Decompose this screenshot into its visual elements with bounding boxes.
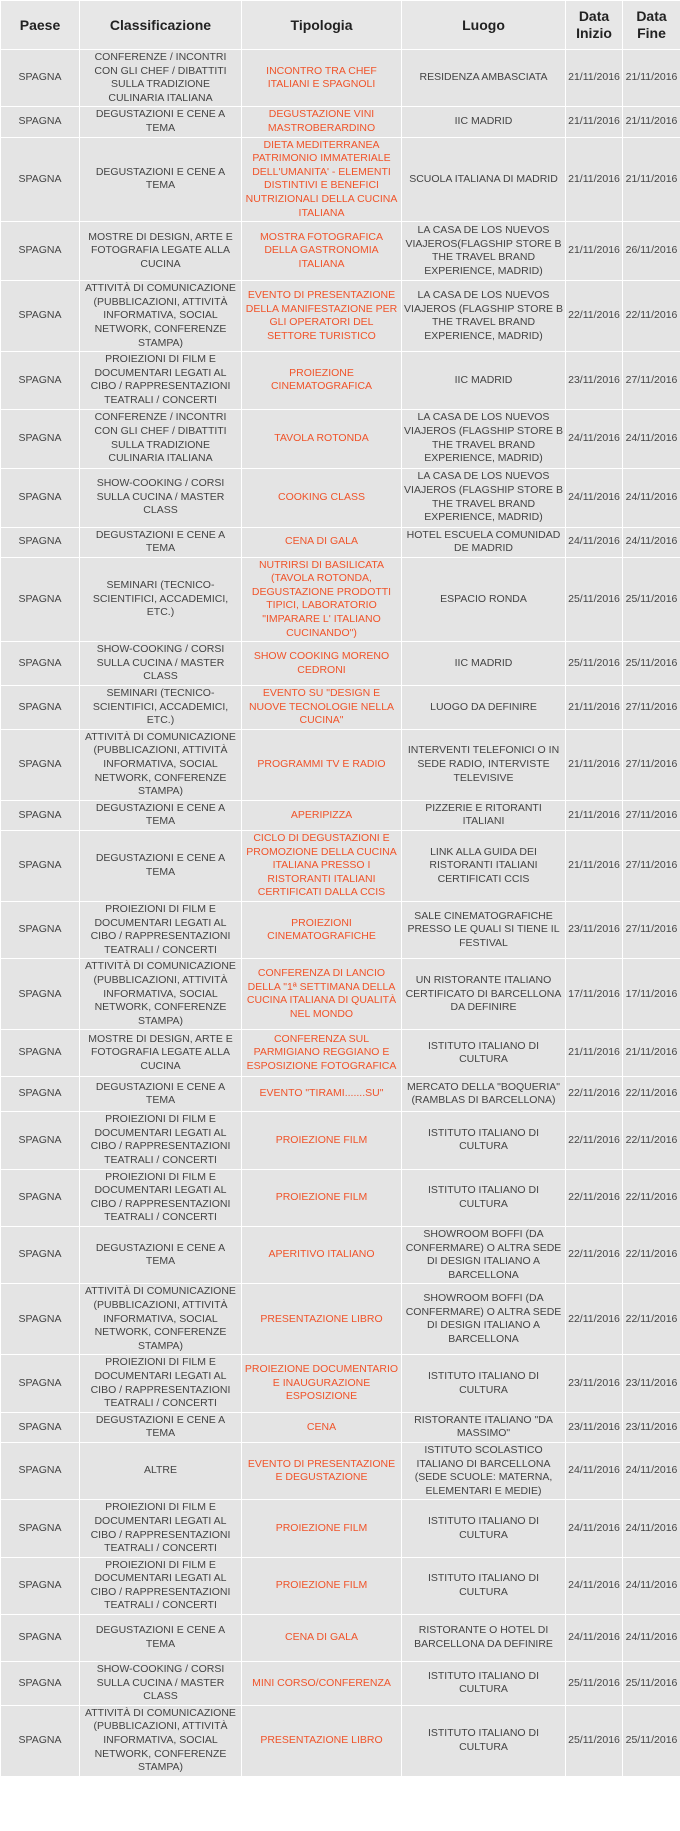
cell-tipologia [242, 1662, 402, 1706]
cell-paese: SPAGNA [1, 409, 80, 468]
tipologia-link[interactable]: SHOW COOKING MORENO CEDRONI [253, 650, 390, 676]
cell-paese: SPAGNA [1, 107, 80, 137]
cell-tipologia [242, 830, 402, 901]
cell-luogo: ISTITUTO ITALIANO DI CULTURA [402, 1705, 566, 1776]
cell-luogo: ISTITUTO ITALIANO DI CULTURA [402, 1662, 566, 1706]
cell-luogo: MERCATO DELLA "BOQUERIA" (RAMBLAS DI BARCELLONA) [402, 1077, 566, 1112]
cell-tipologia [242, 107, 402, 137]
cell-data-inizio: 24/11/2016 [566, 468, 623, 527]
tipologia-link[interactable]: MOSTRA FOTOGRAFICA DELLA GASTRONOMIA ITALIANA [260, 230, 383, 270]
cell-classificazione: SHOW-COOKING / CORSI SULLA CUCINA / MASTER CLASS [80, 468, 242, 527]
cell-tipologia [242, 50, 402, 107]
cell-data-fine: 24/11/2016 [623, 409, 680, 468]
cell-classificazione: MOSTRE DI DESIGN, ARTE E FOTOGRAFIA LEGATE ALLA CUCINA [80, 1030, 242, 1077]
cell-data-fine: 22/11/2016 [623, 1077, 680, 1112]
table-row [1, 642, 680, 686]
cell-tipologia [242, 137, 402, 222]
table-row [1, 1412, 680, 1442]
cell-luogo: LA CASA DE LOS NUEVOS VIAJEROS (FLAGSHIP STORE B THE TRAVEL BRAND EXPERIENCE, MADRID) [402, 281, 566, 352]
cell-classificazione: ATTIVITÀ DI COMUNICAZIONE (PUBBLICAZIONI, ATTIVITÀ INFORMATIVA, SOCIAL NETWORK, CONFERENZE STAMPA) [80, 281, 242, 352]
cell-data-fine: 21/11/2016 [623, 1030, 680, 1077]
cell-data-inizio: 23/11/2016 [566, 901, 623, 958]
cell-data-inizio: 21/11/2016 [566, 800, 623, 830]
cell-tipologia [242, 1615, 402, 1662]
cell-classificazione: ALTRE [80, 1442, 242, 1499]
cell-tipologia [242, 352, 402, 409]
cell-luogo: ESPACIO RONDA [402, 557, 566, 642]
cell-luogo: LA CASA DE LOS NUEVOS VIAJEROS(FLAGSHIP STORE B THE TRAVEL BRAND EXPERIENCE, MADRID) [402, 222, 566, 281]
cell-paese: SPAGNA [1, 468, 80, 527]
cell-paese: SPAGNA [1, 800, 80, 830]
cell-data-fine: 27/11/2016 [623, 352, 680, 409]
cell-tipologia [242, 1557, 402, 1614]
tipologia-link[interactable]: EVENTO "TIRAMI.......SU" [259, 1087, 384, 1100]
cell-data-inizio: 21/11/2016 [566, 107, 623, 137]
cell-luogo: SALE CINEMATOGRAFICHE PRESSO LE QUALI SI TIENE IL FESTIVAL [402, 901, 566, 958]
table-row [1, 1227, 680, 1284]
table-row [1, 1355, 680, 1412]
cell-paese: SPAGNA [1, 557, 80, 642]
cell-data-fine: 23/11/2016 [623, 1355, 680, 1412]
cell-data-inizio: 25/11/2016 [566, 557, 623, 642]
header-tipologia: Tipologia [242, 1, 402, 50]
cell-paese: SPAGNA [1, 729, 80, 800]
tipologia-link[interactable]: CONFERENZA DI LANCIO DELLA "1ª SETTIMANA DELLA CUCINA ITALIANA DI QUALITÀ NEL MONDO [246, 967, 397, 1020]
cell-classificazione: DEGUSTAZIONI E CENE A TEMA [80, 830, 242, 901]
cell-data-fine: 24/11/2016 [623, 527, 680, 557]
table-header [1, 1, 680, 50]
table-row [1, 686, 680, 730]
cell-tipologia [242, 1227, 402, 1284]
cell-luogo: ISTITUTO ITALIANO DI CULTURA [402, 1557, 566, 1614]
cell-tipologia [242, 1412, 402, 1442]
table-row [1, 50, 680, 107]
table-row [1, 800, 680, 830]
cell-data-fine: 25/11/2016 [623, 1662, 680, 1706]
cell-luogo: ISTITUTO ITALIANO DI CULTURA [402, 1500, 566, 1557]
table-row [1, 352, 680, 409]
cell-paese: SPAGNA [1, 1077, 80, 1112]
cell-classificazione: MOSTRE DI DESIGN, ARTE E FOTOGRAFIA LEGATE ALLA CUCINA [80, 222, 242, 281]
cell-classificazione: DEGUSTAZIONI E CENE A TEMA [80, 107, 242, 137]
cell-data-fine: 25/11/2016 [623, 1705, 680, 1776]
cell-data-fine: 27/11/2016 [623, 686, 680, 730]
cell-data-inizio: 24/11/2016 [566, 1442, 623, 1499]
header-data-fine: Data Fine [623, 1, 680, 50]
cell-data-inizio: 25/11/2016 [566, 1662, 623, 1706]
cell-luogo: ISTITUTO ITALIANO DI CULTURA [402, 1030, 566, 1077]
cell-data-inizio: 23/11/2016 [566, 352, 623, 409]
cell-tipologia [242, 557, 402, 642]
table-row [1, 1557, 680, 1614]
tipologia-link[interactable]: COOKING CLASS [278, 490, 365, 503]
cell-data-fine: 27/11/2016 [623, 800, 680, 830]
cell-luogo: SHOWROOM BOFFI (DA CONFERMARE) O ALTRA SEDE DI DESIGN ITALIANO A BARCELLONA [402, 1227, 566, 1284]
table-row [1, 959, 680, 1030]
table-row [1, 527, 680, 557]
table-row [1, 1284, 680, 1355]
cell-luogo: IIC MADRID [402, 107, 566, 137]
cell-data-inizio: 17/11/2016 [566, 959, 623, 1030]
cell-paese: SPAGNA [1, 281, 80, 352]
tipologia-link[interactable]: CENA DI GALA [285, 535, 358, 548]
cell-tipologia [242, 1030, 402, 1077]
cell-paese: SPAGNA [1, 1284, 80, 1355]
table-row [1, 830, 680, 901]
cell-luogo: ISTITUTO ITALIANO DI CULTURA [402, 1169, 566, 1226]
tipologia-link[interactable]: DIETA MEDITERRANEA PATRIMONIO IMMATERIALE DELL'UMANITA' - ELEMENTI DISTINTIVI E BENEFICI NUTRIZIONALI DELLA CUCINA ITALIANA [245, 138, 398, 219]
table-row [1, 1615, 680, 1662]
tipologia-link[interactable]: PROIEZIONE CINEMATOGRAFICA [270, 366, 373, 393]
cell-paese: SPAGNA [1, 1500, 80, 1557]
cell-classificazione: DEGUSTAZIONI E CENE A TEMA [80, 1227, 242, 1284]
cell-paese: SPAGNA [1, 1169, 80, 1226]
cell-data-fine: 22/11/2016 [623, 281, 680, 352]
tipologia-link[interactable]: CICLO DI DEGUSTAZIONI E PROMOZIONE DELLA CUCINA ITALIANA PRESSO I RISTORANTI ITALIANI CERTIFICATI DALLA CCIS [246, 831, 397, 899]
tipologia-link[interactable]: PROIEZIONE DOCUMENTARIO E INAUGURAZIONE ESPOSIZIONE [244, 1363, 399, 1403]
cell-tipologia [242, 959, 402, 1030]
table-row [1, 1662, 680, 1706]
cell-tipologia [242, 1705, 402, 1776]
cell-tipologia [242, 1284, 402, 1355]
tipologia-link[interactable]: PROIEZIONE FILM [275, 1579, 368, 1592]
cell-data-inizio: 24/11/2016 [566, 1615, 623, 1662]
cell-tipologia [242, 409, 402, 468]
cell-data-inizio: 21/11/2016 [566, 729, 623, 800]
tipologia-link[interactable]: PROIEZIONE FILM [275, 1133, 368, 1146]
tipologia-link[interactable]: APERITIVO ITALIANO [268, 1248, 375, 1261]
cell-paese: SPAGNA [1, 1112, 80, 1169]
cell-data-fine: 27/11/2016 [623, 729, 680, 800]
tipologia-link[interactable]: INCONTRO TRA CHEF ITALIANI E SPAGNOLI [266, 64, 377, 91]
cell-data-inizio: 22/11/2016 [566, 281, 623, 352]
cell-data-inizio: 23/11/2016 [566, 1412, 623, 1442]
table-row [1, 1030, 680, 1077]
table-row [1, 107, 680, 137]
cell-paese: SPAGNA [1, 959, 80, 1030]
header-row [1, 1, 680, 50]
cell-data-inizio: 21/11/2016 [566, 222, 623, 281]
table-row [1, 729, 680, 800]
tipologia-link[interactable]: CENA [306, 1420, 337, 1433]
cell-data-fine: 24/11/2016 [623, 468, 680, 527]
tipologia-link[interactable]: EVENTO SU "DESIGN E NUOVE TECNOLOGIE NELLA CUCINA" [248, 687, 395, 727]
cell-data-fine: 22/11/2016 [623, 1169, 680, 1226]
cell-data-inizio: 24/11/2016 [566, 409, 623, 468]
cell-data-fine: 24/11/2016 [623, 1500, 680, 1557]
table-row [1, 901, 680, 958]
cell-classificazione: PROIEZIONI DI FILM E DOCUMENTARI LEGATI AL CIBO / RAPPRESENTAZIONI TEATRALI / CONCERTI [80, 1557, 242, 1614]
cell-classificazione: ATTIVITÀ DI COMUNICAZIONE (PUBBLICAZIONI, ATTIVITÀ INFORMATIVA, SOCIAL NETWORK, CONFERENZE STAMPA) [80, 1284, 242, 1355]
cell-tipologia [242, 1442, 402, 1499]
cell-data-inizio: 24/11/2016 [566, 1500, 623, 1557]
cell-luogo: INTERVENTI TELEFONICI O IN SEDE RADIO, INTERVISTE TELEVISIVE [402, 729, 566, 800]
cell-data-inizio: 25/11/2016 [566, 1705, 623, 1776]
cell-classificazione: CONFERENZE / INCONTRI CON GLI CHEF / DIBATTITI SULLA TRADIZIONE CULINARIA ITALIANA [80, 50, 242, 107]
cell-luogo: ISTITUTO SCOLASTICO ITALIANO DI BARCELLONA (SEDE SCUOLE: MATERNA, ELEMENTARI E MEDIE) [402, 1442, 566, 1499]
cell-tipologia [242, 222, 402, 281]
cell-data-inizio: 22/11/2016 [566, 1169, 623, 1226]
table-row [1, 1112, 680, 1169]
cell-classificazione: ATTIVITÀ DI COMUNICAZIONE (PUBBLICAZIONI, ATTIVITÀ INFORMATIVA, SOCIAL NETWORK, CONFERENZE STAMPA) [80, 959, 242, 1030]
cell-tipologia [242, 1500, 402, 1557]
cell-classificazione: DEGUSTAZIONI E CENE A TEMA [80, 137, 242, 222]
cell-luogo: RISTORANTE O HOTEL DI BARCELLONA DA DEFINIRE [402, 1615, 566, 1662]
cell-tipologia [242, 729, 402, 800]
cell-paese: SPAGNA [1, 1705, 80, 1776]
cell-luogo: LA CASA DE LOS NUEVOS VIAJEROS (FLAGSHIP STORE B THE TRAVEL BRAND EXPERIENCE, MADRID) [402, 468, 566, 527]
cell-paese: SPAGNA [1, 901, 80, 958]
cell-luogo: LINK ALLA GUIDA DEI RISTORANTI ITALIANI CERTIFICATI CCIS [402, 830, 566, 901]
cell-classificazione: SHOW-COOKING / CORSI SULLA CUCINA / MASTER CLASS [80, 1662, 242, 1706]
cell-data-inizio: 23/11/2016 [566, 1355, 623, 1412]
table-row [1, 1169, 680, 1226]
cell-data-inizio: 22/11/2016 [566, 1284, 623, 1355]
cell-classificazione: PROIEZIONI DI FILM E DOCUMENTARI LEGATI AL CIBO / RAPPRESENTAZIONI TEATRALI / CONCERTI [80, 352, 242, 409]
cell-paese: SPAGNA [1, 1442, 80, 1499]
tipologia-link[interactable]: PROIEZIONI CINEMATOGRAFICHE [267, 916, 376, 943]
tipologia-link[interactable]: PRESENTAZIONE LIBRO [260, 1312, 383, 1325]
cell-tipologia [242, 1077, 402, 1112]
cell-luogo: SCUOLA ITALIANA DI MADRID [402, 137, 566, 222]
table-row [1, 1077, 680, 1112]
tipologia-link[interactable]: PROGRAMMI TV E RADIO [257, 758, 386, 770]
cell-data-fine: 21/11/2016 [623, 137, 680, 222]
cell-data-fine: 22/11/2016 [623, 1284, 680, 1355]
cell-classificazione: PROIEZIONI DI FILM E DOCUMENTARI LEGATI AL CIBO / RAPPRESENTAZIONI TEATRALI / CONCERTI [80, 1169, 242, 1226]
cell-data-fine: 23/11/2016 [623, 1412, 680, 1442]
cell-classificazione: SEMINARI (TECNICO-SCIENTIFICI, ACCADEMICI, ETC.) [80, 557, 242, 642]
cell-data-fine: 21/11/2016 [623, 50, 680, 107]
tipologia-link[interactable]: DEGUSTAZIONE VINI MASTROBERARDINO [267, 108, 376, 134]
cell-luogo: LA CASA DE LOS NUEVOS VIAJEROS (FLAGSHIP STORE B THE TRAVEL BRAND EXPERIENCE, MADRID) [402, 409, 566, 468]
cell-paese: SPAGNA [1, 1412, 80, 1442]
table-row [1, 222, 680, 281]
cell-tipologia [242, 642, 402, 686]
cell-luogo: RISTORANTE ITALIANO "DA MASSIMO" [402, 1412, 566, 1442]
cell-data-fine: 22/11/2016 [623, 1227, 680, 1284]
header-data-inizio: Data Inizio [566, 1, 623, 50]
cell-data-inizio: 24/11/2016 [566, 527, 623, 557]
cell-paese: SPAGNA [1, 50, 80, 107]
cell-classificazione: ATTIVITÀ DI COMUNICAZIONE (PUBBLICAZIONI, ATTIVITÀ INFORMATIVA, SOCIAL NETWORK, CONFERENZE STAMPA) [80, 1705, 242, 1776]
cell-paese: SPAGNA [1, 1557, 80, 1614]
table-body [1, 50, 680, 1777]
cell-data-fine: 24/11/2016 [623, 1442, 680, 1499]
cell-data-inizio: 21/11/2016 [566, 830, 623, 901]
cell-tipologia [242, 800, 402, 830]
cell-paese: SPAGNA [1, 527, 80, 557]
table-row [1, 1442, 680, 1499]
tipologia-link[interactable]: CENA DI GALA [285, 1631, 358, 1644]
cell-tipologia [242, 686, 402, 730]
cell-luogo: SHOWROOM BOFFI (DA CONFERMARE) O ALTRA SEDE DI DESIGN ITALIANO A BARCELLONA [402, 1284, 566, 1355]
cell-tipologia [242, 1169, 402, 1226]
cell-data-inizio: 21/11/2016 [566, 50, 623, 107]
header-classificazione: Classificazione [80, 1, 242, 50]
cell-data-inizio: 22/11/2016 [566, 1112, 623, 1169]
cell-data-fine: 24/11/2016 [623, 1557, 680, 1614]
tipologia-link[interactable]: PROIEZIONE FILM [275, 1521, 368, 1534]
cell-classificazione: PROIEZIONI DI FILM E DOCUMENTARI LEGATI AL CIBO / RAPPRESENTAZIONI TEATRALI / CONCERTI [80, 1355, 242, 1412]
cell-data-fine: 25/11/2016 [623, 642, 680, 686]
cell-data-fine: 26/11/2016 [623, 222, 680, 281]
cell-tipologia [242, 281, 402, 352]
cell-luogo: HOTEL ESCUELA COMUNIDAD DE MADRID [402, 527, 566, 557]
tipologia-link[interactable]: APERIPIZZA [290, 808, 353, 821]
cell-luogo: UN RISTORANTE ITALIANO CERTIFICATO DI BARCELLONA DA DEFINIRE [402, 959, 566, 1030]
cell-data-fine: 17/11/2016 [623, 959, 680, 1030]
cell-paese: SPAGNA [1, 222, 80, 281]
cell-paese: SPAGNA [1, 642, 80, 686]
cell-data-inizio: 22/11/2016 [566, 1227, 623, 1284]
cell-paese: SPAGNA [1, 1030, 80, 1077]
cell-tipologia [242, 1355, 402, 1412]
tipologia-link[interactable]: PROIEZIONE FILM [275, 1191, 368, 1204]
cell-data-inizio: 21/11/2016 [566, 686, 623, 730]
cell-paese: SPAGNA [1, 352, 80, 409]
cell-classificazione: SEMINARI (TECNICO-SCIENTIFICI, ACCADEMICI, ETC.) [80, 686, 242, 730]
cell-classificazione: SHOW-COOKING / CORSI SULLA CUCINA / MASTER CLASS [80, 642, 242, 686]
table-row [1, 281, 680, 352]
cell-luogo: LUOGO DA DEFINIRE [402, 686, 566, 730]
cell-data-inizio: 25/11/2016 [566, 642, 623, 686]
cell-luogo: RESIDENZA AMBASCIATA [402, 50, 566, 107]
cell-paese: SPAGNA [1, 830, 80, 901]
cell-tipologia [242, 901, 402, 958]
cell-paese: SPAGNA [1, 1355, 80, 1412]
cell-luogo: ISTITUTO ITALIANO DI CULTURA [402, 1112, 566, 1169]
cell-luogo: PIZZERIE E RITORANTI ITALIANI [402, 800, 566, 830]
cell-paese: SPAGNA [1, 686, 80, 730]
cell-classificazione: PROIEZIONI DI FILM E DOCUMENTARI LEGATI AL CIBO / RAPPRESENTAZIONI TEATRALI / CONCERTI [80, 901, 242, 958]
cell-data-fine: 25/11/2016 [623, 557, 680, 642]
cell-classificazione: DEGUSTAZIONI E CENE A TEMA [80, 527, 242, 557]
cell-paese: SPAGNA [1, 1662, 80, 1706]
cell-classificazione: ATTIVITÀ DI COMUNICAZIONE (PUBBLICAZIONI, ATTIVITÀ INFORMATIVA, SOCIAL NETWORK, CONFERENZE STAMPA) [80, 729, 242, 800]
tipologia-link[interactable]: PRESENTAZIONE LIBRO [260, 1734, 383, 1747]
table-row [1, 137, 680, 222]
cell-data-fine: 24/11/2016 [623, 1615, 680, 1662]
cell-tipologia [242, 468, 402, 527]
table-row [1, 409, 680, 468]
cell-classificazione: DEGUSTAZIONI E CENE A TEMA [80, 1615, 242, 1662]
cell-classificazione: DEGUSTAZIONI E CENE A TEMA [80, 1412, 242, 1442]
cell-luogo: IIC MADRID [402, 352, 566, 409]
tipologia-link[interactable]: EVENTO DI PRESENTAZIONE DELLA MANIFESTAZIONE PER GLI OPERATORI DEL SETTORE TURISTICO [245, 288, 398, 342]
table-row [1, 468, 680, 527]
cell-data-inizio: 24/11/2016 [566, 1557, 623, 1614]
cell-data-inizio: 21/11/2016 [566, 1030, 623, 1077]
cell-classificazione: DEGUSTAZIONI E CENE A TEMA [80, 800, 242, 830]
tipologia-link[interactable]: MINI CORSO/CONFERENZA [252, 1676, 391, 1689]
cell-luogo: IIC MADRID [402, 642, 566, 686]
cell-classificazione: PROIEZIONI DI FILM E DOCUMENTARI LEGATI AL CIBO / RAPPRESENTAZIONI TEATRALI / CONCERTI [80, 1500, 242, 1557]
header-luogo: Luogo [402, 1, 566, 50]
cell-paese: SPAGNA [1, 137, 80, 222]
cell-classificazione: DEGUSTAZIONI E CENE A TEMA [80, 1077, 242, 1112]
cell-data-inizio: 21/11/2016 [566, 137, 623, 222]
cell-classificazione: PROIEZIONI DI FILM E DOCUMENTARI LEGATI AL CIBO / RAPPRESENTAZIONI TEATRALI / CONCERTI [80, 1112, 242, 1169]
cell-data-fine: 22/11/2016 [623, 1112, 680, 1169]
cell-data-inizio: 22/11/2016 [566, 1077, 623, 1112]
cell-paese: SPAGNA [1, 1227, 80, 1284]
table-row [1, 1500, 680, 1557]
tipologia-link[interactable]: CONFERENZA SUL PARMIGIANO REGGIANO E ESPOSIZIONE FOTOGRAFICA [246, 1032, 397, 1073]
cell-luogo: ISTITUTO ITALIANO DI CULTURA [402, 1355, 566, 1412]
table-row [1, 1705, 680, 1776]
table-row [1, 557, 680, 642]
tipologia-link[interactable]: TAVOLA ROTONDA [274, 431, 369, 444]
cell-tipologia [242, 527, 402, 557]
cell-data-fine: 27/11/2016 [623, 901, 680, 958]
cell-data-fine: 21/11/2016 [623, 107, 680, 137]
cell-data-fine: 27/11/2016 [623, 830, 680, 901]
cell-tipologia [242, 1112, 402, 1169]
header-paese: Paese [1, 1, 80, 50]
tipologia-link[interactable]: NUTRIRSI DI BASILICATA (TAVOLA ROTONDA, DEGUSTAZIONE PRODOTTI TIPICI, LABORATORIO "IMPARARE L' ITALIANO CUCINANDO") [251, 558, 392, 639]
tipologia-link[interactable]: EVENTO DI PRESENTAZIONE E DEGUSTAZIONE [247, 1457, 396, 1484]
cell-paese: SPAGNA [1, 1615, 80, 1662]
cell-classificazione: CONFERENZE / INCONTRI CON GLI CHEF / DIBATTITI SULLA TRADIZIONE CULINARIA ITALIANA [80, 409, 242, 468]
